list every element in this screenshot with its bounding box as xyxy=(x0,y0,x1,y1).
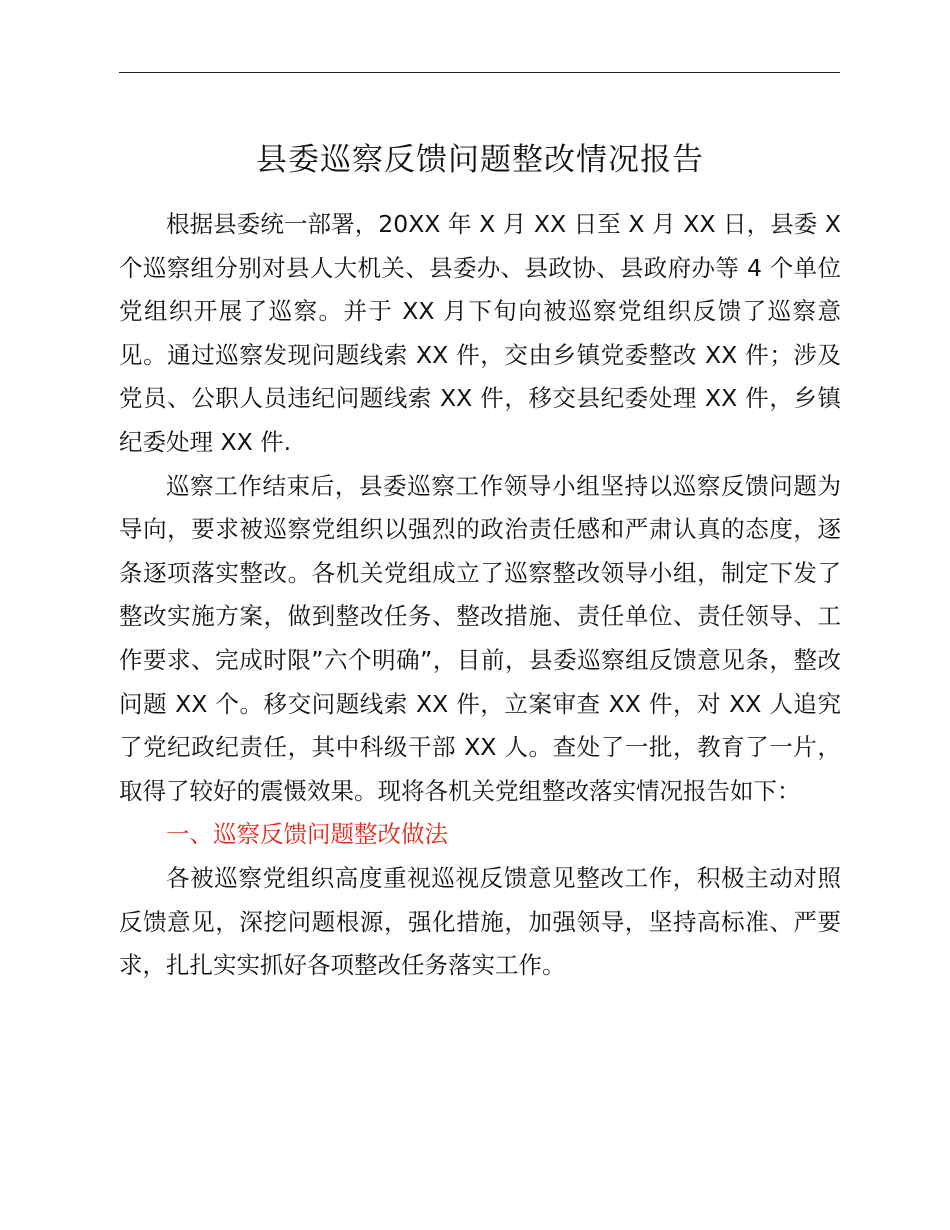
document-page xyxy=(119,128,841,988)
paragraph-summary: 巡察工作结束后，县委巡察工作领导小组坚持以巡察反馈问题为导向，要求被巡察党组织以强烈的政治责任感和严肃认真的态度，逐条逐项落实整改。各机关党组成立了巡察整改领导小组，制定下发了整改实施方案，做到整改任务、整改措施、责任单位、责任领导、工作要求、完成时限”六个明确”，目前，县委巡察组反馈意见条，整改问题 XX 个。移交问题线索 XX 件，立案审查 XX 件，对 XX 人追究了党纪政纪责任，其中科级干部 XX 人。查处了一批，教育了一片，取得了较好的震慑效果。现将各机关党组整改落实情况报告如下： xyxy=(119,471,841,805)
document-body xyxy=(119,203,841,988)
paragraph-section-1: 各被巡察党组织高度重视巡视反馈意见整改工作，积极主动对照反馈意见，深挖问题根源，强化措施，加强领导，坚持高标准、严要求，扎扎实实抓好各项整改任务落实工作。 xyxy=(119,863,841,980)
document-title: 县委巡察反馈问题整改情况报告 xyxy=(256,142,704,178)
header-rule xyxy=(119,72,840,73)
section-heading-1: 一、巡察反馈问题整改做法 xyxy=(166,820,448,849)
paragraph-intro: 根据县委统一部署，20XX 年 X 月 XX 日至 X 月 XX 日，县委 X 个巡察组分别对县人大机关、县委办、县政协、县政府办等 4 个单位党组织开展了巡察。并于 XX 月下旬向被巡察党组织反馈了巡察意见。通过巡察发现问题线索 XX 件，交由乡镇党委整改 XX 件；涉及党员、公职人员违纪问题线索 XX 件，移交县纪委处理 XX 件，乡镇纪委处理 XX 件. xyxy=(119,210,841,456)
